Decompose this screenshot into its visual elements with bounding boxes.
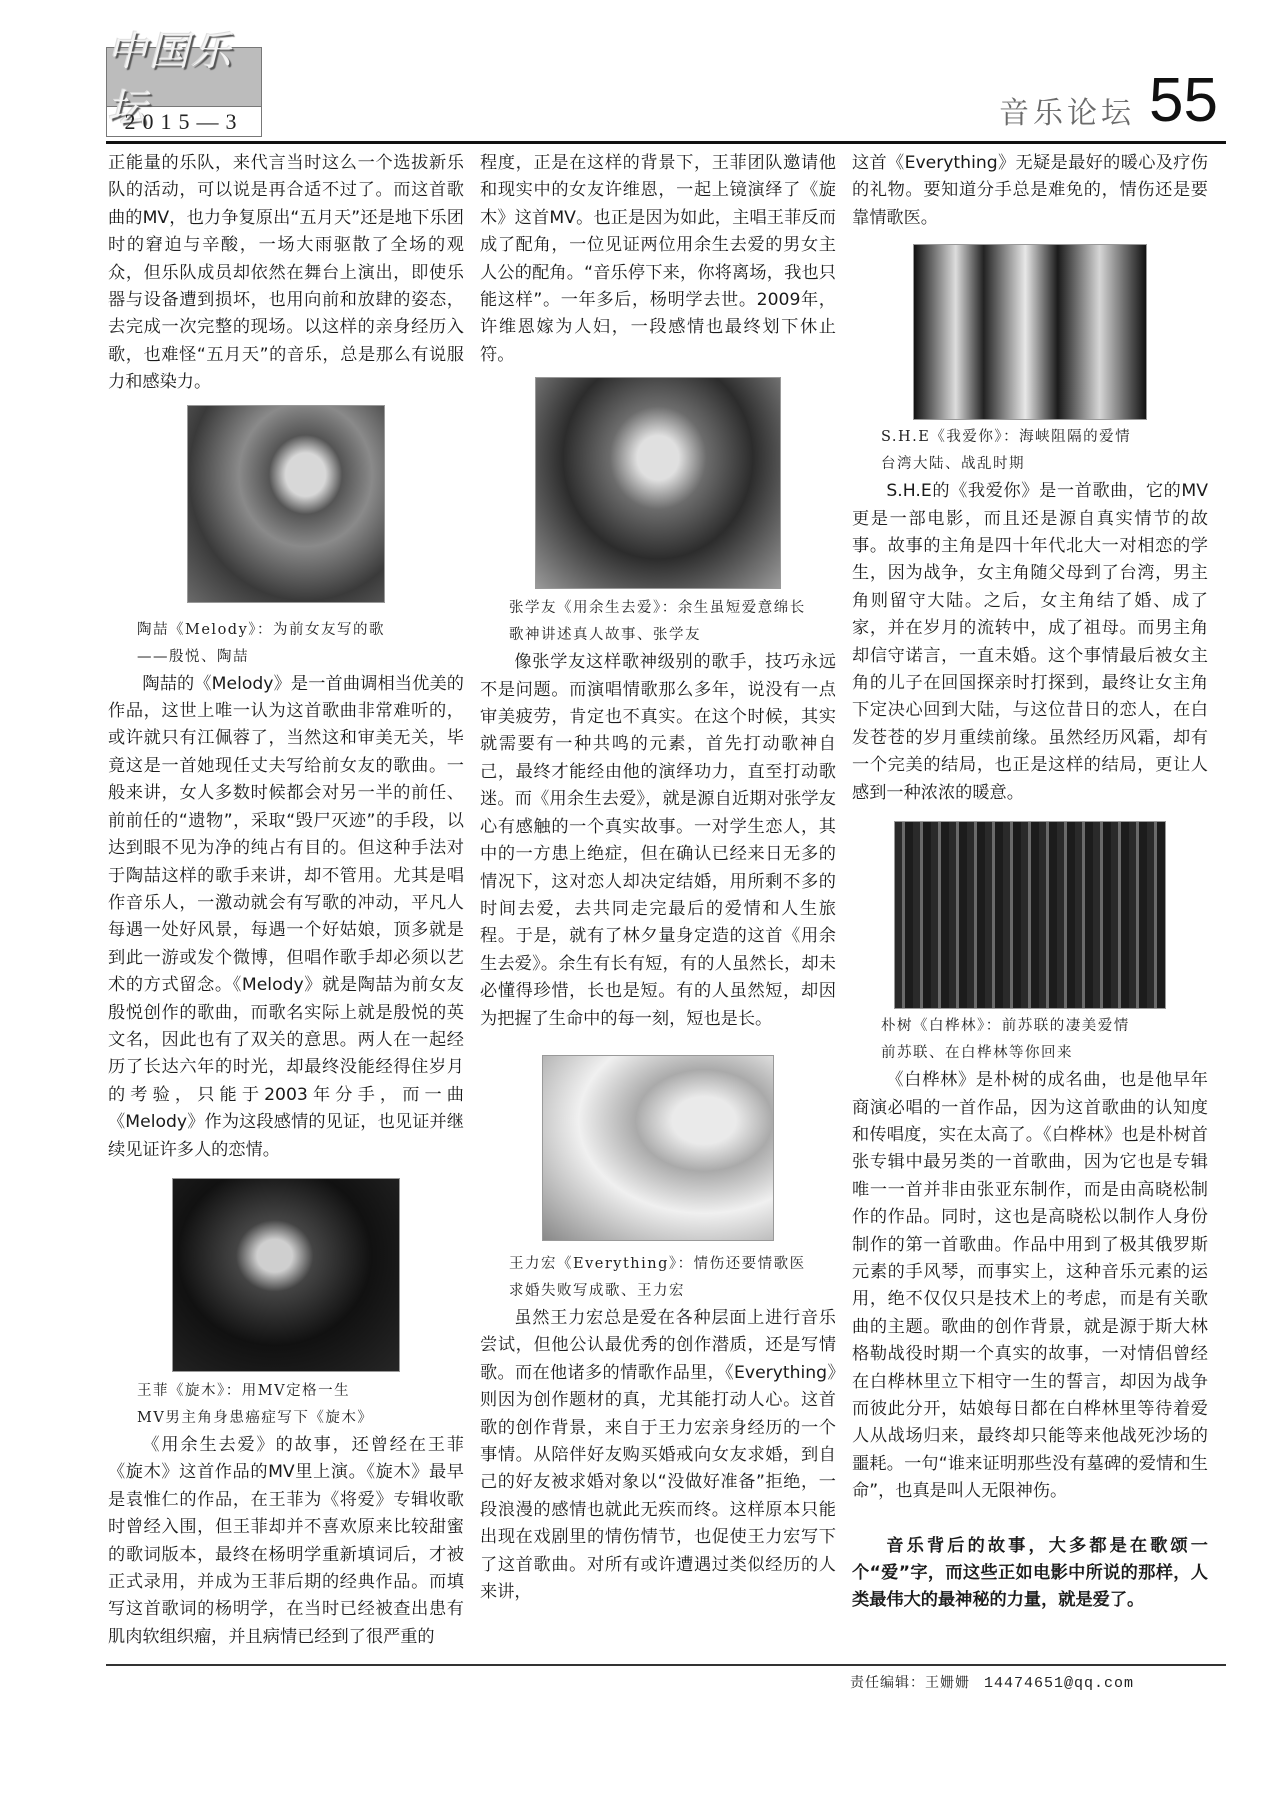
photo-wang-leehom (542, 1055, 774, 1241)
photo-caption: 陶喆《Melody》：为前女友写的歌 (137, 621, 386, 638)
article-column-1 (108, 150, 464, 1651)
photo-subcaption: ——殷悦、陶喆 (137, 648, 249, 665)
paragraph: 正能量的乐队，来代言当时这么一个选拔新乐队的活动，可以说是再合适不过了。而这首歌曲的MV，也力争复原出“五月天”还是地下乐团时的窘迫与辛酸，一场大雨驱散了全场的观众，但乐队成员却依然在舞台上演出，即使乐器与设备遭到损坏，也用向前和放肆的姿态，去完成一次完整的现场。以这样的亲身经历入歌，也难怪“五月天”的音乐，总是那么有说服力和感染力。 (108, 153, 464, 393)
editor-credit: 责任编辑：王姗姗 (850, 1675, 970, 1691)
masthead (106, 29, 262, 137)
photo-caption: 王力宏《Everything》：情伤还要情歌医 (509, 1255, 806, 1272)
paragraph: 《白桦林》是朴树的成名曲，也是他早年商演必唱的一首作品，因为这首歌曲的认知度和传唱度，实在太高了。《白桦林》也是朴树首张专辑中最另类的一首歌曲，因为它也是专辑唯一一首并非由张亚东制作，而是由高晓松制作的作品。同时，这也是高晓松以制作人身份制作的第一首歌曲。作品中用到了极其俄罗斯元素的手风琴，而事实上，这种音乐元素的运用，绝不仅仅只是技术上的考虑，而是有关歌曲的主题。歌曲的创作背景，就是源于斯大林格勒战役时期一个真实的故事，一对情侣曾经在白桦林里立下相守一生的誓言，却因为战争而彼此分开，姑娘每日都在白桦林里等待着爱人从战场归来，最终却只能等来他战死沙场的噩耗。一句“谁来证明那些没有墓碑的爱情和生命”，也真是叫人无限神伤。 (852, 1070, 1208, 1502)
paragraph: S.H.E的《我爱你》是一首歌曲，它的MV更是一部电影，而且还是源自真实情节的故事。故事的主角是四十年代北大一对相恋的学生，因为战争，女主角随父母到了台湾，男主角则留守大陆。之后，女主角结了婚、成了家，并在岁月的流转中，成了祖母。而男主角却信守诺言，一直未婚。这个事情最后被女主角的儿子在回国探亲时打探到，最终让女主角下定决心回到大陆，与这位昔日的恋人，在白发苍苍的岁月重续前缘。虽然经历风霜，却有一个完美的结局，也正是这样的结局，更让人感到一种浓浓的暖意。 (852, 481, 1208, 803)
photo-she (913, 244, 1147, 420)
article-column-3 (852, 150, 1208, 1615)
photo-caption: S.H.E《我爱你》：海峡阻隔的爱情 (881, 429, 1132, 446)
issue-number: 2015—3 (124, 109, 244, 134)
footer (850, 1672, 1134, 1692)
paragraph: 陶喆的《Melody》是一首曲调相当优美的作品，这世上唯一认为这首歌曲非常难听的，或许就只有江佩蓉了，当然这和审美无关，毕竟这是一首她现任丈夫写给前女友的歌曲。一般来讲，女人多数时候都会对另一半的前任、前前任的“遗物”，采取“毁尸灭迹”的手段，以达到眼不见为净的纯占有目的。但这种手法对于陶喆这样的歌手来讲，却不管用。尤其是唱作音乐人，一激动就会有写歌的冲动，平凡人每遇一处好风景，每遇一个好姑娘，顶多就是到此一游或发个微博，但唱作歌手却必须以艺术的方式留念。《Melody》就是陶喆为前女友殷悦创作的歌曲，而歌名实际上就是殷悦的英文名，因此也有了双关的意思。两人在一起经历了长达六年的时光，却最终没能经得住岁月的考验，只能于2003年分手，而一曲《Melody》作为这段感情的见证，也见证并继续见证许多人的恋情。 (108, 673, 464, 1160)
photo-faye-wong (172, 1178, 400, 1372)
photo-caption: 朴树《白桦林》：前苏联的凄美爱情 (881, 1018, 1130, 1035)
page-number: 55 (1149, 66, 1218, 135)
photo-subcaption: 歌神讲述真人故事、张学友 (509, 627, 701, 644)
magazine-logo: 中国乐坛 (107, 48, 261, 107)
photo-subcaption: 前苏联、在白桦林等你回来 (881, 1045, 1073, 1062)
paragraph: 虽然王力宏总是爱在各种层面上进行音乐尝试，但他公认最优秀的创作潜质，还是写情歌。而在他诸多的情歌作品里，《Everything》则因为创作题材的真，尤其能打动人心。这首歌的创作背景，来自于王力宏亲身经历的一个事情。从陪伴好友购买婚戒向女友求婚，到自己的好友被求婚对象以“没做好准备”拒绝，一段浪漫的感情也就此无疾而终。这样原本只能出现在戏剧里的情伤情节，也促使王力宏写下了这首歌曲。对所有或许遭遇过类似经历的人来讲， (480, 1307, 836, 1602)
photo-subcaption: MV男主角身患癌症写下《旋木》 (137, 1409, 374, 1426)
paragraph: 这首《Everything》无疑是最好的暖心及疗伤的礼物。要知道分手总是难免的，情伤还是要靠情歌医。 (852, 153, 1208, 228)
header-divider (106, 141, 1226, 144)
photo-jacky-cheung (535, 377, 781, 589)
footer-divider (106, 1664, 1226, 1666)
paragraph: 《用余生去爱》的故事，还曾经在王菲《旋木》这首作品的MV里上演。《旋木》最早是袁惟仁的作品，在王菲为《将爱》专辑收歌时曾经入围，但王菲却并不喜欢原来比较甜蜜的歌词版本，最终在杨明学重新填词后，才被正式录用，并成为王菲后期的经典作品。而填写这首歌词的杨明学，在当时已经被查出患有肌肉软组织瘤，并且病情已经到了很严重的 (108, 1434, 464, 1647)
paragraph: 程度，正是在这样的背景下，王菲团队邀请他和现实中的女友许维恩，一起上镜演绎了《旋木》这首MV。也正是因为如此，主唱王菲反而成了配角，一位见证两位用余生去爱的男女主人公的配角。“音乐停下来，你将离场，我也只能这样”。一年多后，杨明学去世。2009年，许维恩嫁为人妇，一段感情也最终划下休止符。 (480, 153, 836, 365)
photo-caption: 张学友《用余生去爱》：余生虽短爱意绵长 (509, 600, 806, 617)
photo-subcaption: 台湾大陆、战乱时期 (881, 456, 1025, 473)
paragraph: 像张学友这样歌神级别的歌手，技巧永远不是问题。而演唱情歌那么多年，说没有一点审美疲劳，肯定也不真实。在这个时候，其实就需要有一种共鸣的元素，首先打动歌神自己，最终才能经由他的演绎功力，直至打动歌迷。而《用余生去爱》，就是源自近期对张学友心有感触的一个真实故事。一对学生恋人，其中的一方患上绝症，但在确认已经来日无多的情况下，这对恋人却决定结婚，用所剩不多的时间去爱，去共同走完最后的爱情和人生旅程。于是，就有了林夕量身定造的这首《用余生去爱》。余生有长有短，有的人虽然长，却未必懂得珍惜，长也是短。有的人虽然短，却因为把握了生命中的每一刻，短也是长。 (480, 652, 836, 1029)
photo-subcaption: 求婚失败写成歌、王力宏 (509, 1282, 685, 1299)
editor-email[interactable]: 14474651@qq.com (984, 1675, 1135, 1692)
closing-paragraph: 音乐背后的故事，大多都是在歌颂一个“爱”字，而这些正如电影中所说的那样，人类最伟大的最神秘的力量，就是爱了。 (852, 1535, 1208, 1611)
photo-pu-shu (894, 821, 1166, 1009)
photo-tao-zhe (187, 405, 385, 603)
photo-caption: 王菲《旋木》：用MV定格一生 (137, 1382, 351, 1399)
section-title: 音乐论坛 (999, 96, 1135, 131)
article-column-2 (480, 150, 836, 1606)
